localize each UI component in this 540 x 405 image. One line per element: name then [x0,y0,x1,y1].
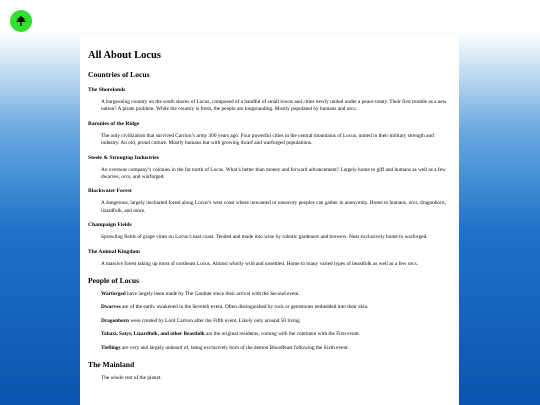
people-name: Warforged [101,291,126,298]
people-section [88,276,452,352]
people-name: Dragonborn [101,317,129,324]
country-description-champaign: Sprawling fields of grape vines on Locus’s east coast. Tended and made into wine by robotic gardeners and brewers. Near exclusively home to warforged. [101,234,428,241]
people-name: Tieflings [101,344,121,351]
people-item-tieflings [88,345,452,352]
country-description-shorelands: A burgeoning country on the south shores of Locus, composed of a handful of small towns and cities newly united under a peace treaty. Their first trouble as a new nation? A pirate problem. While the country is fresh, the people are longstanding. Mostly populated by humans and orcs. [101,99,447,113]
mainland-heading: The Mainland [88,360,135,370]
countries-heading: Countries of Locus [88,70,150,79]
people-description: are very and largely unheard of, being exclusively born of the demon Bloodfeast following the Sixth event. [120,344,349,351]
people-description: were created by Lord Carrion after the Fifth event. Likely only around 50 living [128,317,300,324]
page-title: All About Locus [88,50,161,61]
people-item-dwarves [88,304,452,311]
country-description-animal-kingdom: A massive forest taking up most of northeast Locus. Almost wholly wild and unsettled. Home to many varied types of beastfolk as well as a few orcs. [101,260,419,267]
country-description-steele-strongtop: An overseas company’s colonies in the far north of Locus. What’s better than money and forward advancement? Largely home to giff and humans as well as a few dwarves, orcs, and warforged. [101,166,446,181]
country-name-baronies: Baronies of the Ridge [88,120,140,127]
mainland-description: The whole rest of the planet. [101,375,162,382]
people-description: are of the earth, awakened in the Seventh event. Often distinguished by rock or gemstones embedded into their skin. [120,304,369,311]
people-name: Tabaxi, Satyr, Lizardfolk, and other Beastfolk [101,331,205,338]
country-name-steele-strongtop: Steele & Strongtop Industries [88,154,159,161]
people-name: Dwarves [101,304,121,311]
people-item-dragonborn [88,318,452,325]
content-panel [80,35,459,405]
country-description-blackwater: A dangerous, largely uncharted forest along Locus’s west coast where unwanted or unsavory peoples can gather in anonymity. Home to humans, orcs, dragonborn, lizardfolk, and more. [101,200,446,214]
country-description-baronies: The only civilization that survived Carrion’s army 300 years ago. Four powerful cities in the central mountains of Locus, united in their military strength and industry. An old, proud culture. Mostly humans but with growing dwarf and warforged populations. [101,132,434,147]
people-description: have largely been made by The Gardner since their arrival with the Second event. [125,291,300,298]
people-item-beastfolk [88,331,452,338]
country-name-blackwater: Blackwater Forest [88,188,132,195]
country-name-shorelands: The Shorelands [88,87,126,93]
people-description: are the original residents, coming with the continent with the First event. [204,331,361,338]
country-name-animal-kingdom: The Animal Kingdom [88,248,140,255]
mainland-section [88,360,452,382]
site-logo[interactable] [10,10,32,32]
countries-section [88,70,452,268]
people-item-warforged [88,291,452,298]
tree-icon [14,14,28,28]
people-heading: People of Locus [88,276,140,286]
country-name-champaign: Champaign Fields [88,222,132,229]
